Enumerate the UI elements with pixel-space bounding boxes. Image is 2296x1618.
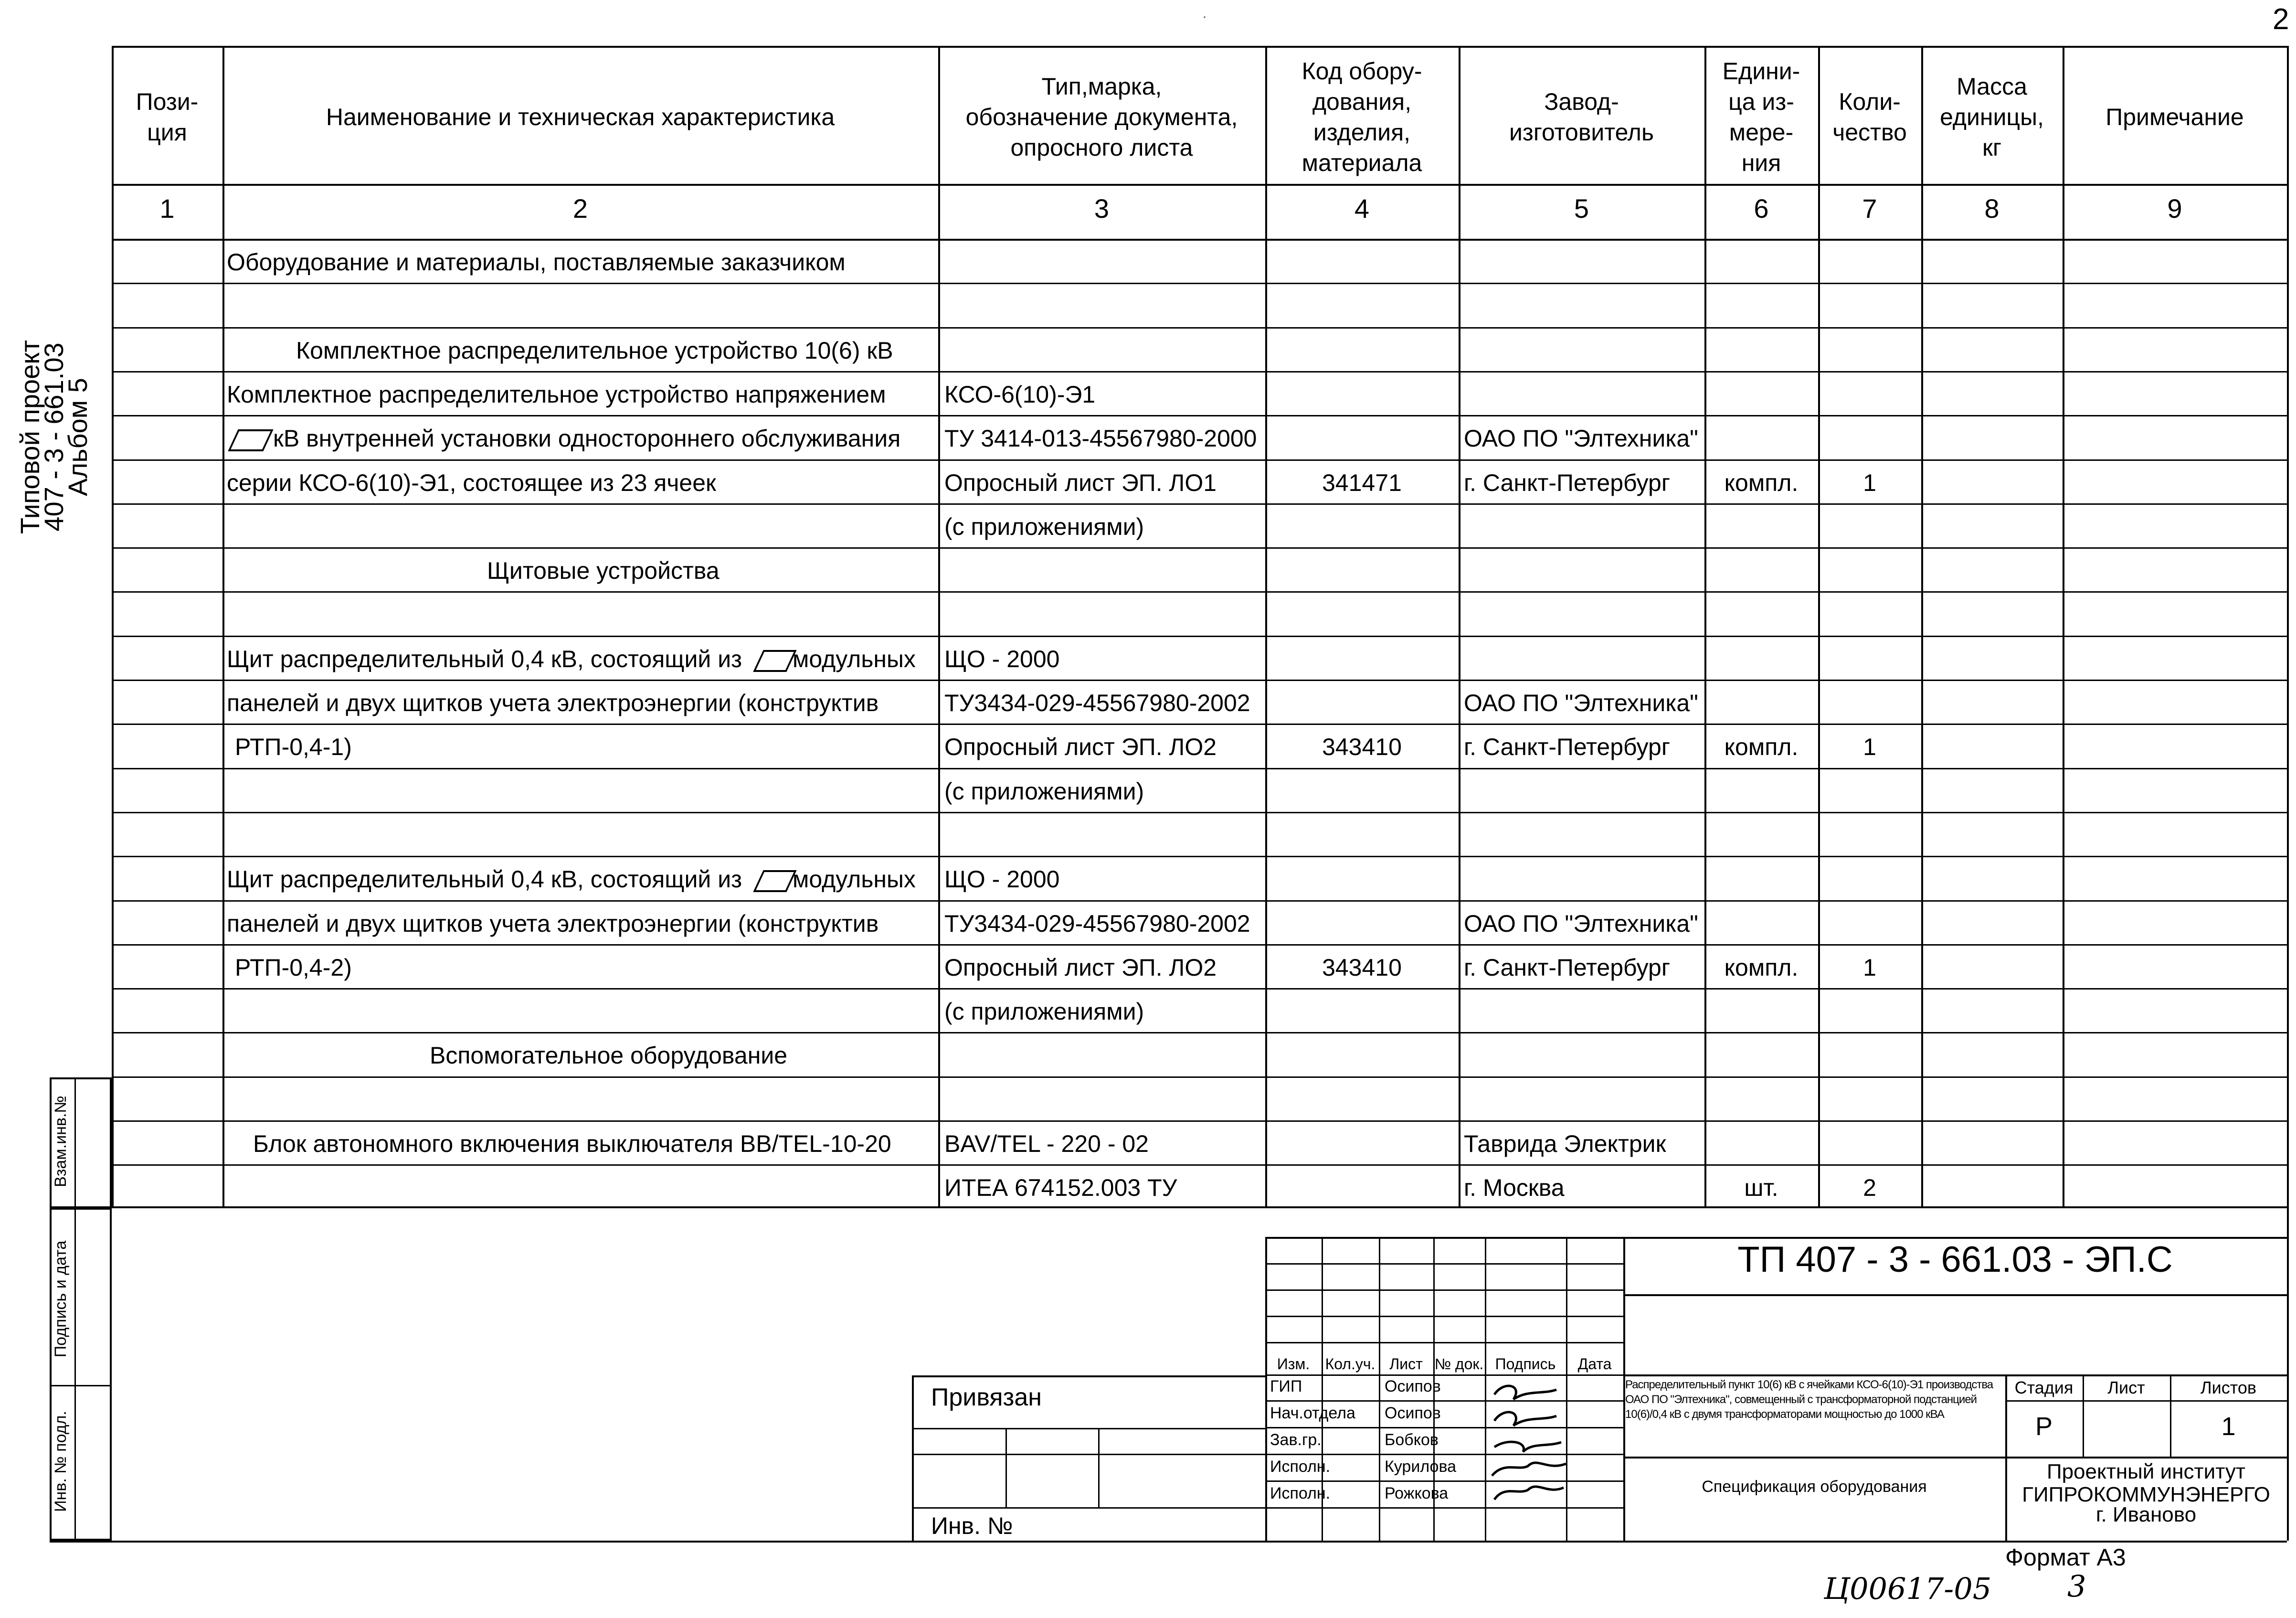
hdr-code: Код обору- дования, изделия, материала <box>1301 58 1422 176</box>
stamp-sign: Подпись и дата <box>52 1240 70 1358</box>
cell-type: ЩО - 2000 <box>944 646 1060 672</box>
doc-code: ТП 407 - 3 - 661.03 - ЭП.С <box>1737 1239 2173 1280</box>
col-number-1: 1 <box>159 193 175 224</box>
cell-maker: г. Санкт-Петербург <box>1464 734 1671 760</box>
cell-maker: ОАО ПО "Элтехника" <box>1464 910 1698 937</box>
blank-field-box <box>228 429 273 451</box>
inv-no-label: Инв. № <box>931 1512 1013 1539</box>
hdr-note: Примечание <box>2106 104 2244 130</box>
cell-type: BAV/TEL - 220 - 02 <box>944 1130 1149 1157</box>
sheet-number: 2 <box>2273 3 2289 36</box>
col-number-6: 6 <box>1754 193 1769 224</box>
org-line3: г. Иваново <box>2095 1503 2197 1526</box>
role-name-1: Осипов <box>1385 1404 1441 1422</box>
hdr-position: Пози- ция <box>136 88 199 146</box>
role-name-4: Рожкова <box>1385 1484 1449 1502</box>
cell-maker: г. Москва <box>1464 1174 1565 1201</box>
cell-name_suffix: модульных <box>793 646 916 672</box>
role-4: Исполн. <box>1270 1484 1331 1502</box>
hdr-qty: Коли- чество <box>1832 88 1907 146</box>
cell-type: (с приложениями) <box>944 778 1144 805</box>
lists-value: 1 <box>2221 1412 2236 1441</box>
cell-maker: ОАО ПО "Элтехника" <box>1464 690 1698 716</box>
cell-unit: шт. <box>1744 1174 1778 1201</box>
change-header-3: № док. <box>1434 1355 1484 1373</box>
cell-name: Щит распределительный 0,4 кВ, состоящий из <box>227 646 742 672</box>
cell-unit: компл. <box>1724 469 1799 496</box>
cell-type: Опросный лист ЭП. ЛО2 <box>944 734 1217 760</box>
role-2: Зав.гр. <box>1270 1431 1322 1449</box>
cell-code: 341471 <box>1322 469 1402 496</box>
cell-qty: 1 <box>1863 469 1876 496</box>
change-header-0: Изм. <box>1277 1355 1310 1373</box>
cell-name: Блок автономного включения выключателя ВВ/TEL-10-20 <box>253 1130 891 1157</box>
cell-type: КСО-6(10)-Э1 <box>944 381 1096 408</box>
col-number-9: 9 <box>2167 193 2182 224</box>
role-name-2: Бобков <box>1385 1431 1439 1449</box>
hdr-type: Тип,марка, обозначение документа, опросного листа <box>965 73 1238 161</box>
role-name-3: Курилова <box>1385 1458 1457 1476</box>
handwritten-page: 3 <box>2067 1569 2086 1604</box>
col-number-3: 3 <box>1094 193 1110 224</box>
cell-qty: 1 <box>1863 734 1876 760</box>
cell-type: ТУ 3414-013-45567980-2000 <box>944 425 1257 452</box>
hdr-unit: Едини- ца из- мере- ния <box>1722 58 1800 176</box>
cell-maker: ОАО ПО "Элтехника" <box>1464 425 1698 452</box>
list-label: Лист <box>2107 1378 2145 1397</box>
org-line1: Проектный институт <box>2046 1460 2246 1483</box>
cell-name: панелей и двух щитков учета электроэнергии (конструктив <box>227 690 879 716</box>
lists-label: Листов <box>2201 1378 2256 1397</box>
cell-qty: 2 <box>1863 1174 1876 1201</box>
format-label: Формат А3 <box>2005 1544 2126 1571</box>
cell-name: кВ внутренней установки одностороннего обслуживания <box>273 425 901 452</box>
hdr-mass: Масса единицы, кг <box>1940 73 2044 161</box>
cell-name: Комплектное распределительное устройство 10(6) кВ <box>296 337 893 364</box>
cell-maker: г. Санкт-Петербург <box>1464 469 1671 496</box>
blank-field-box <box>753 650 796 672</box>
cell-unit: компл. <box>1724 954 1799 981</box>
role-1: Нач.отдела <box>1270 1404 1355 1422</box>
stamp-vzam: Взам.инв.№ <box>52 1096 70 1187</box>
cell-code: 343410 <box>1322 954 1402 981</box>
role-name-0: Осипов <box>1385 1377 1441 1395</box>
cell-type: (с приложениями) <box>944 513 1144 540</box>
blank-field-box <box>753 870 796 892</box>
hdr-name: Наименование и техническая характеристика <box>326 104 835 130</box>
cell-maker: Таврида Электрик <box>1464 1130 1666 1157</box>
cell-name: РТП-0,4-1) <box>235 734 352 760</box>
cell-name: РТП-0,4-2) <box>235 954 352 981</box>
handwritten-note: Ц00617-05 <box>1824 1571 1992 1606</box>
col-number-5: 5 <box>1574 193 1589 224</box>
cell-name: серии КСО-6(10)-Э1, состоящее из 23 ячеек <box>227 469 716 496</box>
cell-name_suffix: модульных <box>793 866 916 893</box>
col-number-8: 8 <box>1984 193 2000 224</box>
top-dot: · <box>1202 9 1207 24</box>
cell-name: Щитовые устройства <box>487 557 719 584</box>
col-number-7: 7 <box>1862 193 1877 224</box>
cell-name: Оборудование и материалы, поставляемые заказчиком <box>227 249 846 276</box>
cell-unit: компл. <box>1724 734 1799 760</box>
cell-qty: 1 <box>1863 954 1876 981</box>
cell-type: ЩО - 2000 <box>944 866 1060 893</box>
cell-name: Комплектное распределительное устройство напряжением <box>227 381 886 408</box>
stage-label: Стадия <box>2014 1378 2074 1397</box>
cell-code: 343410 <box>1322 734 1402 760</box>
role-3: Исполн. <box>1270 1458 1331 1476</box>
role-0: ГИП <box>1270 1377 1302 1395</box>
cell-type: Опросный лист ЭП. ЛО1 <box>944 469 1217 496</box>
change-header-4: Подпись <box>1495 1355 1556 1373</box>
change-header-5: Дата <box>1577 1355 1612 1373</box>
side-project-label: Типовой проект <box>15 340 45 534</box>
col-number-2: 2 <box>572 193 588 224</box>
cell-type: ТУ3434-029-45567980-2002 <box>944 690 1250 716</box>
cell-name: Вспомогательное оборудование <box>430 1042 788 1069</box>
project-description: Распределительный пункт 10(6) кВ с ячейками КСО-6(10)-Э1 производства ОАО ПО "Элтехника", совмещенный с трансформаторной подстанцией 10(6)/0,4 кВ с двумя трансформаторами мощностью до 1000 кВА <box>1625 1378 1993 1421</box>
cell-name: панелей и двух щитков учета электроэнергии (конструктив <box>227 910 879 937</box>
change-header-1: Кол.уч. <box>1325 1355 1375 1373</box>
cell-maker: г. Санкт-Петербург <box>1464 954 1671 981</box>
signatures <box>1485 1375 1580 1519</box>
cell-type: ИТЕА 674152.003 ТУ <box>944 1174 1177 1201</box>
privyazan-label: Привязан <box>931 1384 1042 1411</box>
org-line2: ГИПРОКОММУНЭНЕРГО <box>2022 1483 2270 1506</box>
col-number-4: 4 <box>1354 193 1370 224</box>
side-project-code: 407 - 3 - 661.03 <box>39 342 69 532</box>
hdr-maker: Завод- изготовитель <box>1509 88 1654 146</box>
cell-type: ТУ3434-029-45567980-2002 <box>944 910 1250 937</box>
cell-name: Щит распределительный 0,4 кВ, состоящий из <box>227 866 742 893</box>
sheet-title: Спецификация оборудования <box>1702 1478 1927 1496</box>
cell-type: (с приложениями) <box>944 998 1144 1025</box>
stamp-inv: Инв. № подл. <box>52 1411 70 1512</box>
stage-value: Р <box>2035 1412 2053 1441</box>
change-header-2: Лист <box>1389 1355 1423 1373</box>
cell-type: Опросный лист ЭП. ЛО2 <box>944 954 1217 981</box>
side-album: Альбом 5 <box>63 378 93 496</box>
